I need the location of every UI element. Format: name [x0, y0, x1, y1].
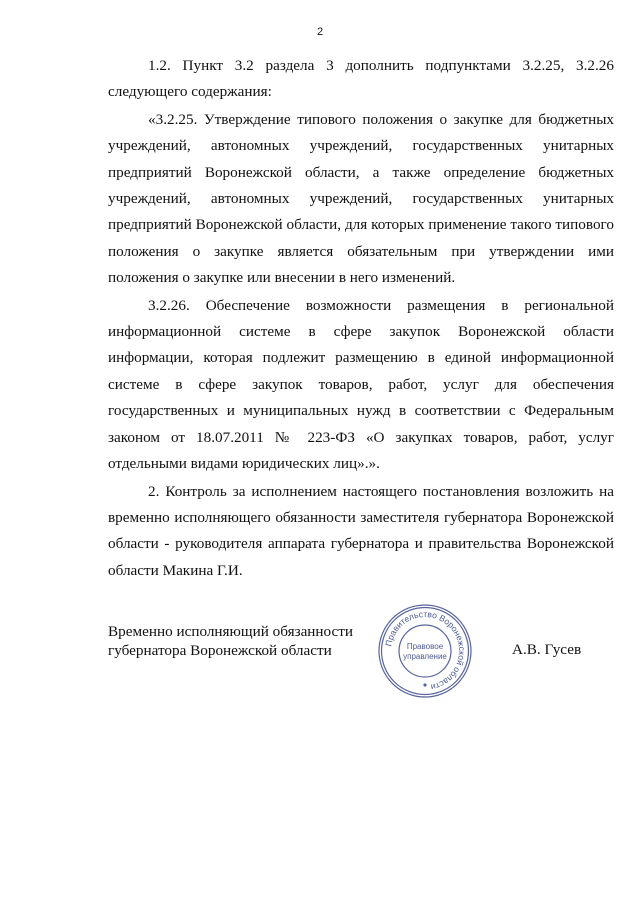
signer-name: А.В. Гусев — [512, 641, 582, 658]
stamp-center-line-1: Правовое — [406, 642, 444, 651]
stamp-star-icon — [423, 683, 426, 686]
stamp-ring-text: Правительство Воронежской области — [383, 608, 468, 693]
paragraph-1-2: 1.2. Пункт 3.2 раздела 3 дополнить подпунктами 3.2.25, 3.2.26 следующего содержания: — [108, 57, 614, 101]
paragraph-3-2-25: «3.2.25. Утверждение типового положения о закупке для бюджетных учреждений, автономных учреждений, государственных унитарных предприятий Воронежской области, а также определение бюджетных учреждений, автономных учреждений, государственных унитарных предприятий Воронежской области, для которых применение такого типового положения о закупке является обязательным при утверждении ими положения о закупке или внесении в него изменений. — [108, 110, 614, 287]
paragraph-2: 2. Контроль за исполнением настоящего постановления возложить на временно исполняющего обязанности заместителя губернатора Воронежской области - руководителя аппарата губернатора и правительства Воронежской области Макина Г.И. — [108, 482, 614, 579]
document-body — [108, 53, 614, 584]
signature-block — [108, 622, 353, 660]
page-number: 2 — [316, 26, 324, 38]
official-stamp — [377, 603, 473, 699]
signer-position-line-1: Временно исполняющий обязанности — [108, 623, 354, 640]
signer-position-line-2: губернатора Воронежской области — [108, 642, 332, 659]
paragraph-3-2-26: 3.2.26. Обеспечение возможности размещения в региональной информационной системе в сфере закупок Воронежской области информации, которая подлежит размещению в единой информационной системе в сфере закупок товаров, работ, услуг для обеспечения государственных и муниципальных нужд в соответствии с Федеральным законом от 18.07.2011 № 223-ФЗ «О закупках товаров, работ, услуг отдельными видами юридических лиц».». — [108, 296, 614, 473]
stamp-center-line-2: управление — [403, 652, 447, 661]
